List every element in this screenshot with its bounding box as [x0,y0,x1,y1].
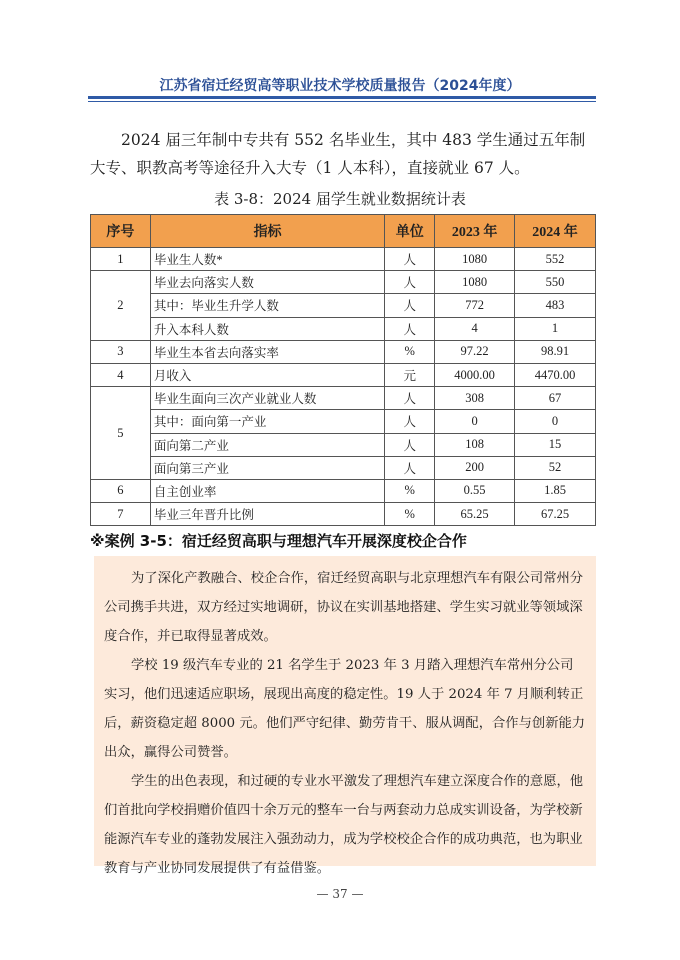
cell-2023: 97.22 [435,340,515,363]
table-row [91,271,596,294]
cell-unit: 人 [385,410,435,433]
report-header-title: 江苏省宿迁经贸高等职业技术学校质量报告（2024年度） [159,78,521,94]
cell-no: 6 [91,479,151,502]
cell-2023: 4 [435,317,515,340]
cell-indicator: 毕业去向落实人数 [150,271,384,294]
table-row [91,248,596,271]
table-row [91,294,596,317]
case-paragraph: 为了深化产教融合、校企合作，宿迁经贸高职与北京理想汽车有限公司常州分公司携手共进，双方经过实地调研，协议在实训基地搭建、学生实习就业等领域深度合作，并已取得显著成效。 [104,571,584,644]
cell-2023: 0 [435,410,515,433]
header-2024: 2024 年 [515,215,596,248]
table-row [91,479,596,502]
cell-no: 2 [91,271,151,341]
cell-2024: 67 [515,387,596,410]
header-rule-thick [88,96,596,99]
cell-2024: 483 [515,294,596,317]
cell-indicator: 毕业生面向三次产业就业人数 [150,387,384,410]
table-row [91,456,596,479]
header-unit: 单位 [385,215,435,248]
cell-unit: 人 [385,294,435,317]
header-2023: 2023 年 [435,215,515,248]
cell-indicator: 毕业三年晋升比例 [150,503,384,526]
cell-no: 3 [91,340,151,363]
cell-indicator: 自主创业率 [150,479,384,502]
cell-2023: 200 [435,456,515,479]
cell-2023: 4000.00 [435,363,515,386]
cell-unit: % [385,503,435,526]
cell-no: 7 [91,503,151,526]
cell-no: 4 [91,363,151,386]
table-row [91,503,596,526]
cell-2024: 1 [515,317,596,340]
case-body [104,564,586,883]
cell-indicator: 其中：毕业生升学人数 [150,294,384,317]
cell-no: 1 [91,248,151,271]
cell-2024: 0 [515,410,596,433]
cell-2023: 65.25 [435,503,515,526]
cell-indicator: 毕业生本省去向落实率 [150,340,384,363]
cell-indicator: 面向第二产业 [150,433,384,456]
cell-no: 5 [91,387,151,480]
cell-unit: 人 [385,248,435,271]
page-number: — 37 — [316,887,364,901]
case-paragraph: 学校 19 级汽车专业的 21 名学生于 2023 年 3 月踏入理想汽车常州分公司实习，他们迅速适应职场，展现出高度的稳定性。19 人于 2024 年 7 月顺利转正后，薪资稳定超 8000 元。他们严守纪律、勤劳肯干、服从调配，合作与创新能力出众，赢得公司赞誉。 [104,658,586,760]
cell-unit: 元 [385,363,435,386]
cell-2023: 108 [435,433,515,456]
table-header-row [91,215,596,248]
cell-2024: 1.85 [515,479,596,502]
cell-unit: 人 [385,271,435,294]
table-row [91,410,596,433]
intro-paragraph [90,126,594,182]
cell-unit: 人 [385,387,435,410]
cell-2023: 308 [435,387,515,410]
cell-indicator: 其中：面向第一产业 [150,410,384,433]
table-caption: 表 3-8：2024 届学生就业数据统计表 [214,190,466,208]
cell-2024: 52 [515,456,596,479]
cell-unit: 人 [385,433,435,456]
header-indicator: 指标 [150,215,384,248]
case-title: ※案例 3-5：宿迁经贸高职与理想汽车开展深度校企合作 [90,532,467,550]
cell-unit: 人 [385,317,435,340]
table-row [91,387,596,410]
cell-indicator: 升入本科人数 [150,317,384,340]
employment-stats-table [90,214,596,526]
header-rule-thin [88,101,596,102]
table-row [91,433,596,456]
cell-2024: 4470.00 [515,363,596,386]
cell-2023: 1080 [435,271,515,294]
cell-2024: 550 [515,271,596,294]
cell-2024: 552 [515,248,596,271]
intro-text: 2024 届三年制中专共有 552 名毕业生，其中 483 学生通过五年制大专、职教高考等途径升入大专（1 人本科），直接就业 67 人。 [90,131,586,177]
cell-unit: 人 [385,456,435,479]
cell-indicator: 月收入 [150,363,384,386]
case-paragraph: 学生的出色表现，和过硬的专业水平激发了理想汽车建立深度合作的意愿，他们首批向学校捐赠价值四十余万元的整车一台与两套动力总成实训设备，为学校新能源汽车专业的蓬勃发展注入强劲动力，成为学校校企合作的成功典范，也为职业教育与产业协同发展提供了有益借鉴。 [104,774,584,876]
table-row [91,340,596,363]
cell-indicator: 毕业生人数* [150,248,384,271]
cell-2024: 98.91 [515,340,596,363]
cell-2023: 0.55 [435,479,515,502]
table-row [91,363,596,386]
cell-2023: 772 [435,294,515,317]
header-no: 序号 [91,215,151,248]
cell-unit: % [385,340,435,363]
cell-2024: 67.25 [515,503,596,526]
table-row [91,317,596,340]
cell-2023: 1080 [435,248,515,271]
cell-2024: 15 [515,433,596,456]
cell-unit: % [385,479,435,502]
cell-indicator: 面向第三产业 [150,456,384,479]
